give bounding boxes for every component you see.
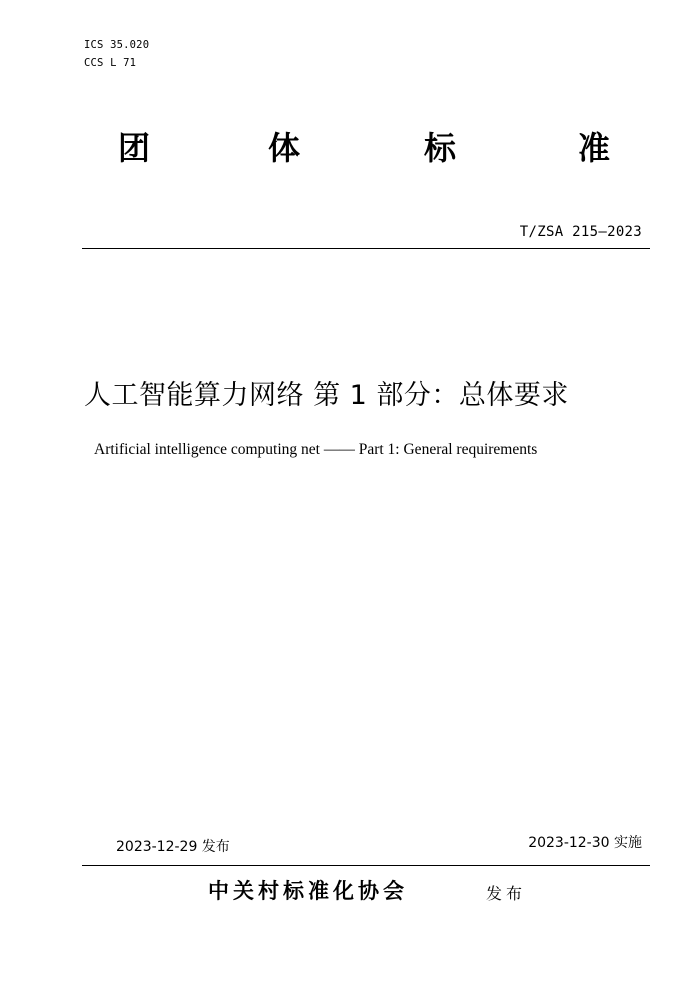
doc-type-char-1: 团	[118, 129, 151, 167]
doc-type-char-4: 准	[578, 129, 611, 167]
issue-date: 2023-12-29 发布	[116, 839, 230, 855]
bottom-divider	[82, 865, 650, 866]
doc-type-char-2: 体	[268, 129, 301, 167]
classification-codes	[84, 36, 149, 72]
publisher-suffix: 发布	[486, 884, 527, 903]
top-divider	[82, 248, 650, 249]
document-type-heading	[0, 128, 700, 172]
publisher-name: 中关村标准化协会	[208, 878, 408, 903]
ccs-code: CCS L 71	[84, 57, 137, 69]
title-english: Artificial intelligence computing net —— Part 1: General requirements	[94, 441, 538, 458]
implementation-date: 2023-12-30 实施	[528, 835, 642, 851]
ics-code: ICS 35.020	[84, 39, 150, 51]
title-chinese: 人工智能算力网络 第 1 部分：总体要求	[84, 380, 569, 411]
standard-number: T/ZSA 215—2023	[519, 224, 642, 240]
doc-type-char-3: 标	[424, 129, 457, 167]
